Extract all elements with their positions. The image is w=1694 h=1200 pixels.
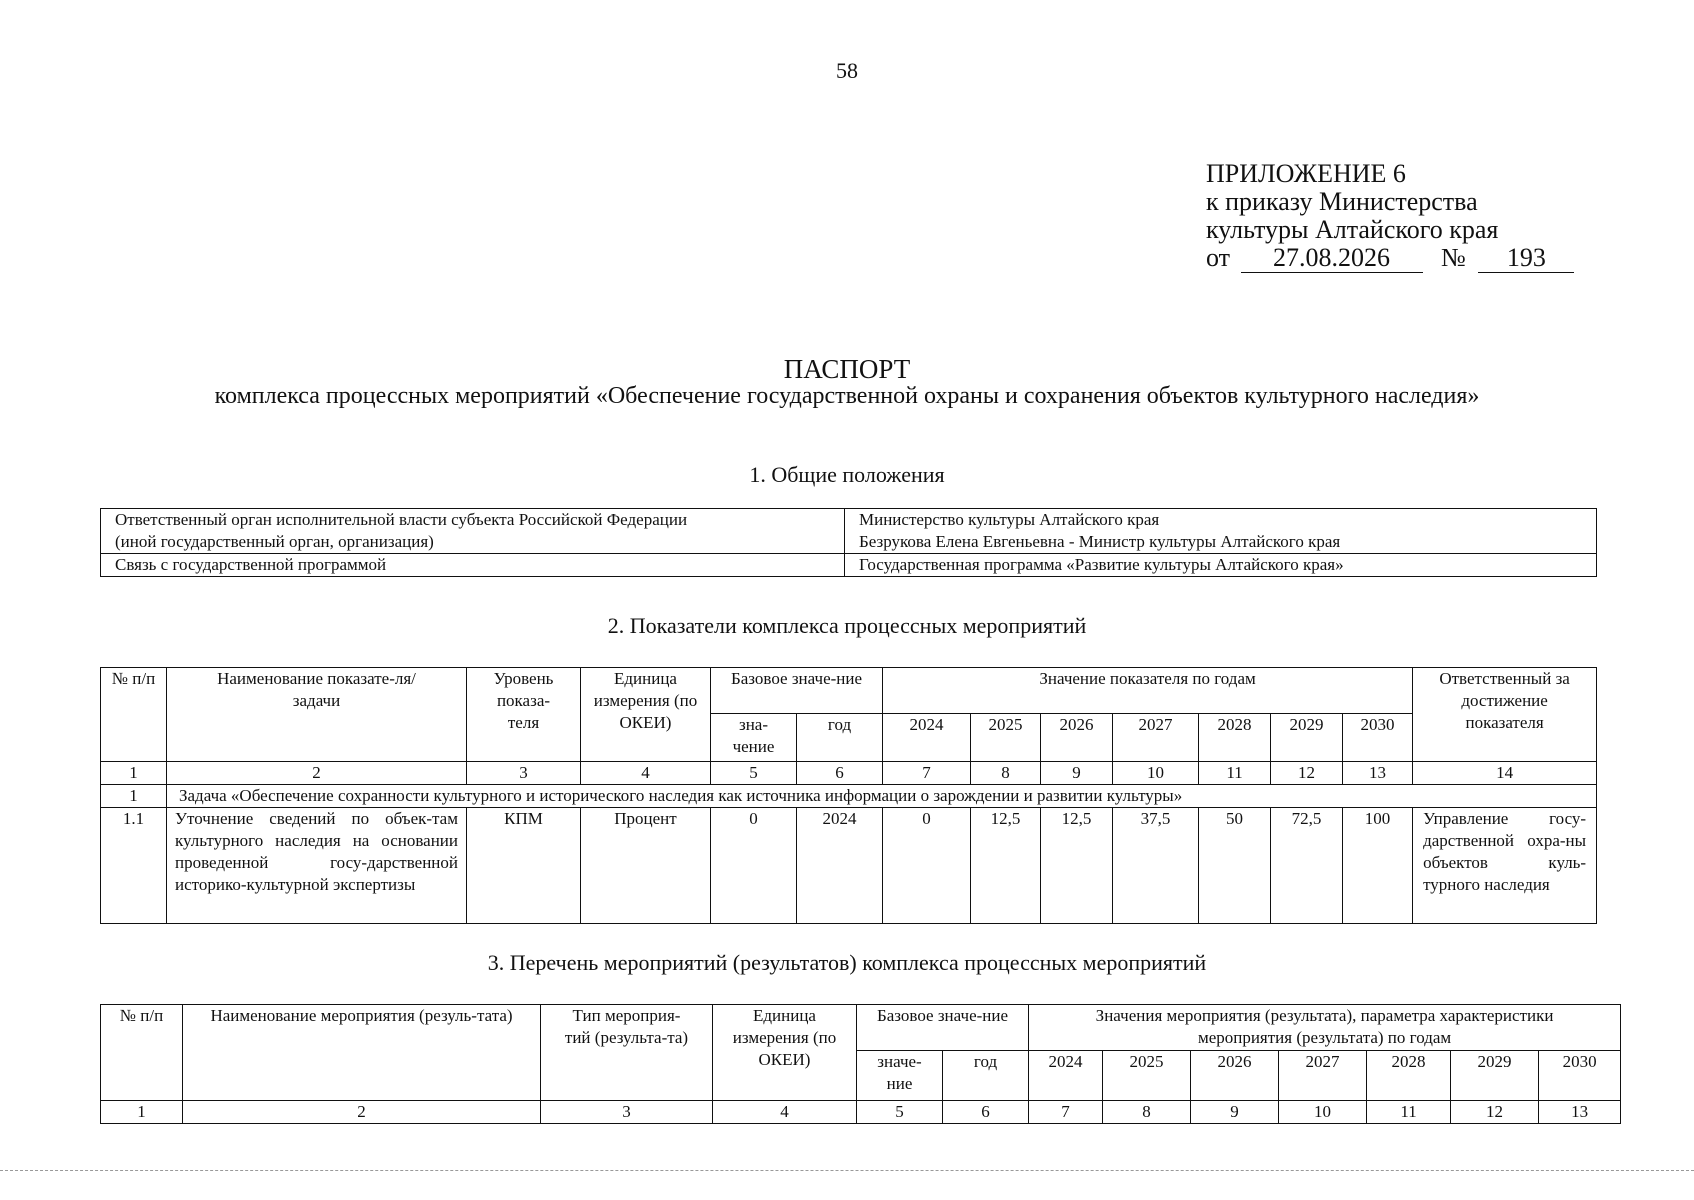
indicator-num: 1.1 [101,808,167,924]
column-number: 3 [541,1101,713,1124]
header-num: № п/п [101,1005,183,1101]
header-year: 2029 [1271,714,1343,762]
indicator-value: 50 [1199,808,1271,924]
indicator-value: 12,5 [971,808,1041,924]
task-text: Задача «Обеспечение сохранности культурного и исторического наследия как источника информации о зарождении и развитии культуры» [167,785,1597,808]
header-unit: Единица измерения (по ОКЕИ) [713,1005,857,1101]
column-number: 10 [1113,762,1199,785]
column-number: 13 [1539,1101,1621,1124]
number-prefix: № [1441,243,1466,272]
header-type: Тип мероприя-тий (результа-та) [541,1005,713,1101]
column-number: 12 [1451,1101,1539,1124]
indicator-unit: Процент [581,808,711,924]
appendix-line-3: культуры Алтайского края [1206,215,1499,244]
header-year: 2028 [1199,714,1271,762]
table-cell [101,554,845,577]
header-base: Базовое значе-ние [857,1005,1029,1051]
column-number: 10 [1279,1101,1367,1124]
header-year: 2025 [971,714,1041,762]
indicator-base-value: 0 [711,808,797,924]
header-year: 2027 [1113,714,1199,762]
section-3-title: 3. Перечень мероприятий (результатов) комплекса процессных мероприятий [487,950,1207,975]
scan-edge-line [0,1170,1694,1171]
header-base-value: зна-чение [711,714,797,762]
table-cell [101,509,845,554]
column-number: 11 [1367,1101,1451,1124]
column-number: 6 [943,1101,1029,1124]
header-year: 2027 [1279,1051,1367,1101]
header-unit: Единица измерения (по ОКЕИ) [581,668,711,762]
header-num: № п/п [101,668,167,762]
program-link-value: Государственная программа «Развитие культуры Алтайского края» [859,555,1344,574]
appendix-block [1206,160,1574,273]
order-date: 27.08.2026 [1241,244,1423,273]
page-number: 58 [836,58,858,83]
header-year: 2025 [1103,1051,1191,1101]
column-number: 7 [883,762,971,785]
header-base: Базовое значе-ние [711,668,883,714]
column-number: 6 [797,762,883,785]
header-year: 2030 [1343,714,1413,762]
column-number: 11 [1199,762,1271,785]
header-year: 2024 [883,714,971,762]
column-number: 12 [1271,762,1343,785]
date-prefix: от [1206,243,1231,272]
indicator-row [101,808,1597,924]
column-number: 2 [167,762,467,785]
header-row [101,668,1597,714]
table-cell [845,509,1597,554]
order-number: 193 [1478,244,1574,273]
header-level: Уровень показа-теля [467,668,581,762]
section-2-title: 2. Показатели комплекса процессных мероприятий [607,613,1087,638]
column-number: 9 [1191,1101,1279,1124]
indicator-name: Уточнение сведений по объек-там культурного наследия на основании проведенной госу-дарственной историко-культурной экспертизы [167,808,467,924]
column-number: 14 [1413,762,1597,785]
column-number: 5 [857,1101,943,1124]
column-number: 2 [183,1101,541,1124]
header-row [101,1005,1621,1051]
column-number: 8 [971,762,1041,785]
events-table [100,1004,1621,1124]
header-by-years: Значение показателя по годам [883,668,1413,714]
indicator-value: 37,5 [1113,808,1199,924]
column-number: 3 [467,762,581,785]
indicator-value: 12,5 [1041,808,1113,924]
indicator-value: 0 [883,808,971,924]
table-cell [845,554,1597,577]
section-1-title: 1. Общие положения [749,462,945,487]
header-year: 2026 [1041,714,1113,762]
indicator-value: 100 [1343,808,1413,924]
appendix-line-2: к приказу Министерства [1206,187,1478,216]
indicator-base-year: 2024 [797,808,883,924]
task-row [101,785,1597,808]
header-by-years: Значения мероприятия (результата), параметра характеристики мероприятия (результата) по годам [1029,1005,1621,1051]
column-number: 4 [713,1101,857,1124]
column-number: 9 [1041,762,1113,785]
header-base-year: год [797,714,883,762]
header-responsible: Ответственный за достижение показателя [1413,668,1597,762]
column-number-row [101,1101,1621,1124]
column-number: 13 [1343,762,1413,785]
responsible-body-value: Министерство культуры Алтайского края [859,510,1160,529]
responsible-body-label-2: (иной государственный орган, организация) [115,532,434,551]
column-number: 5 [711,762,797,785]
table-row [101,509,1597,554]
responsible-body-label: Ответственный орган исполнительной власти субъекта Российской Федерации [115,510,688,529]
indicators-table [100,667,1597,924]
appendix-date-line [1206,244,1574,273]
header-name: Наименование показате-ля/задачи [167,668,467,762]
column-number: 7 [1029,1101,1103,1124]
indicator-value: 72,5 [1271,808,1343,924]
program-link-label: Связь с государственной программой [115,555,387,574]
task-num: 1 [101,785,167,808]
header-year: 2030 [1539,1051,1621,1101]
column-number: 4 [581,762,711,785]
header-base-year: год [943,1051,1029,1101]
passport-subtitle: комплекса процессных мероприятий «Обеспечение государственной охраны и сохранения объектов культурного наследия» [214,383,1480,409]
column-number: 1 [101,762,167,785]
passport-title: ПАСПОРТ [783,354,911,384]
header-name: Наименование мероприятия (резуль-тата) [183,1005,541,1101]
indicator-responsible: Управление госу-дарственной охра-ны объектов куль-турного наследия [1413,808,1597,924]
header-year: 2028 [1367,1051,1451,1101]
header-year: 2024 [1029,1051,1103,1101]
responsible-person-value: Безрукова Елена Евгеньевна - Министр культуры Алтайского края [859,532,1341,551]
appendix-title: ПРИЛОЖЕНИЕ 6 [1206,159,1406,188]
header-year: 2029 [1451,1051,1539,1101]
column-number: 1 [101,1101,183,1124]
indicator-level: КПМ [467,808,581,924]
table-row [101,554,1597,577]
general-provisions-table [100,508,1597,577]
column-number-row [101,762,1597,785]
header-base-value: значе-ние [857,1051,943,1101]
header-year: 2026 [1191,1051,1279,1101]
column-number: 8 [1103,1101,1191,1124]
